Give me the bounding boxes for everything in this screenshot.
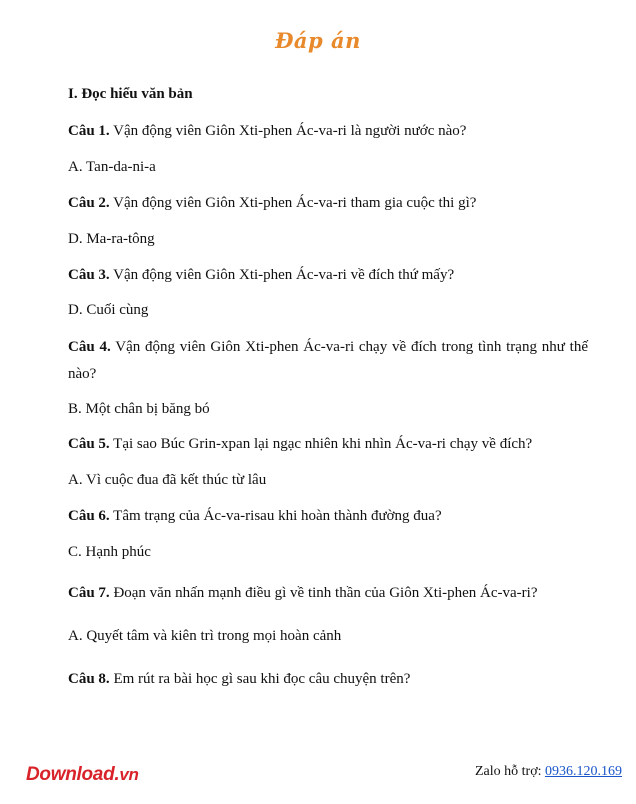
question-text: Tâm trạng của Ác-va-risau khi hoàn thành đường đua? xyxy=(109,508,442,524)
question-label: Câu 2. xyxy=(68,195,110,211)
question-text: Vận động viên Giôn Xti-phen Ác-va-ri chạy về đích trong tình trạng như thế nào? xyxy=(68,339,588,382)
question-4 xyxy=(68,334,588,388)
support-phone-link[interactable]: 0936.120.169 xyxy=(545,764,622,779)
answer-7: A. Quyết tâm và kiên trì trong mọi hoàn cảnh xyxy=(68,628,342,644)
question-label: Câu 3. xyxy=(68,267,110,283)
question-7 xyxy=(68,580,588,606)
section-heading: I. Đọc hiểu văn bản xyxy=(68,86,193,102)
question-label: Câu 6. xyxy=(68,508,110,524)
support-label: Zalo hỗ trợ: xyxy=(475,764,545,779)
question-6 xyxy=(68,503,588,529)
question-text: Em rút ra bài học gì sau khi đọc câu chuyện trên? xyxy=(109,671,411,687)
question-3 xyxy=(68,262,588,288)
question-text: Vận động viên Giôn Xti-phen Ác-va-ri tham gia cuộc thi gì? xyxy=(109,195,477,211)
question-1 xyxy=(68,118,588,144)
question-label: Câu 7. xyxy=(68,585,110,601)
page-title: Đáp án xyxy=(275,28,361,53)
answer-4: B. Một chân bị băng bó xyxy=(68,401,210,417)
question-label: Câu 5. xyxy=(68,436,110,452)
answer-2: D. Ma-ra-tông xyxy=(68,231,155,247)
question-label: Câu 4. xyxy=(68,339,111,355)
question-5 xyxy=(68,431,588,457)
question-label: Câu 1. xyxy=(68,123,110,139)
question-8 xyxy=(68,666,588,692)
question-2 xyxy=(68,190,588,216)
question-text: Tại sao Búc Grin-xpan lại ngạc nhiên khi nhìn Ác-va-ri chạy về đích? xyxy=(109,436,533,452)
question-text: Vận động viên Giôn Xti-phen Ác-va-ri về đích thứ mấy? xyxy=(109,267,455,283)
answer-3: D. Cuối cùng xyxy=(68,302,149,318)
download-vn-logo[interactable] xyxy=(26,764,139,786)
logo-tld: vn xyxy=(119,765,139,784)
zalo-support xyxy=(475,764,622,780)
logo-dot: . xyxy=(114,764,120,785)
answer-5: A. Vì cuộc đua đã kết thúc từ lâu xyxy=(68,472,267,488)
answer-6: C. Hạnh phúc xyxy=(68,544,151,560)
question-text: Đoạn văn nhấn mạnh điều gì về tinh thần của Giôn Xti-phen Ác-va-ri? xyxy=(109,585,538,601)
answer-1: A. Tan-da-ni-a xyxy=(68,159,156,175)
logo-main-text: Download xyxy=(26,764,115,785)
question-label: Câu 8. xyxy=(68,671,110,687)
question-text: Vận động viên Giôn Xti-phen Ác-va-ri là người nước nào? xyxy=(109,123,467,139)
